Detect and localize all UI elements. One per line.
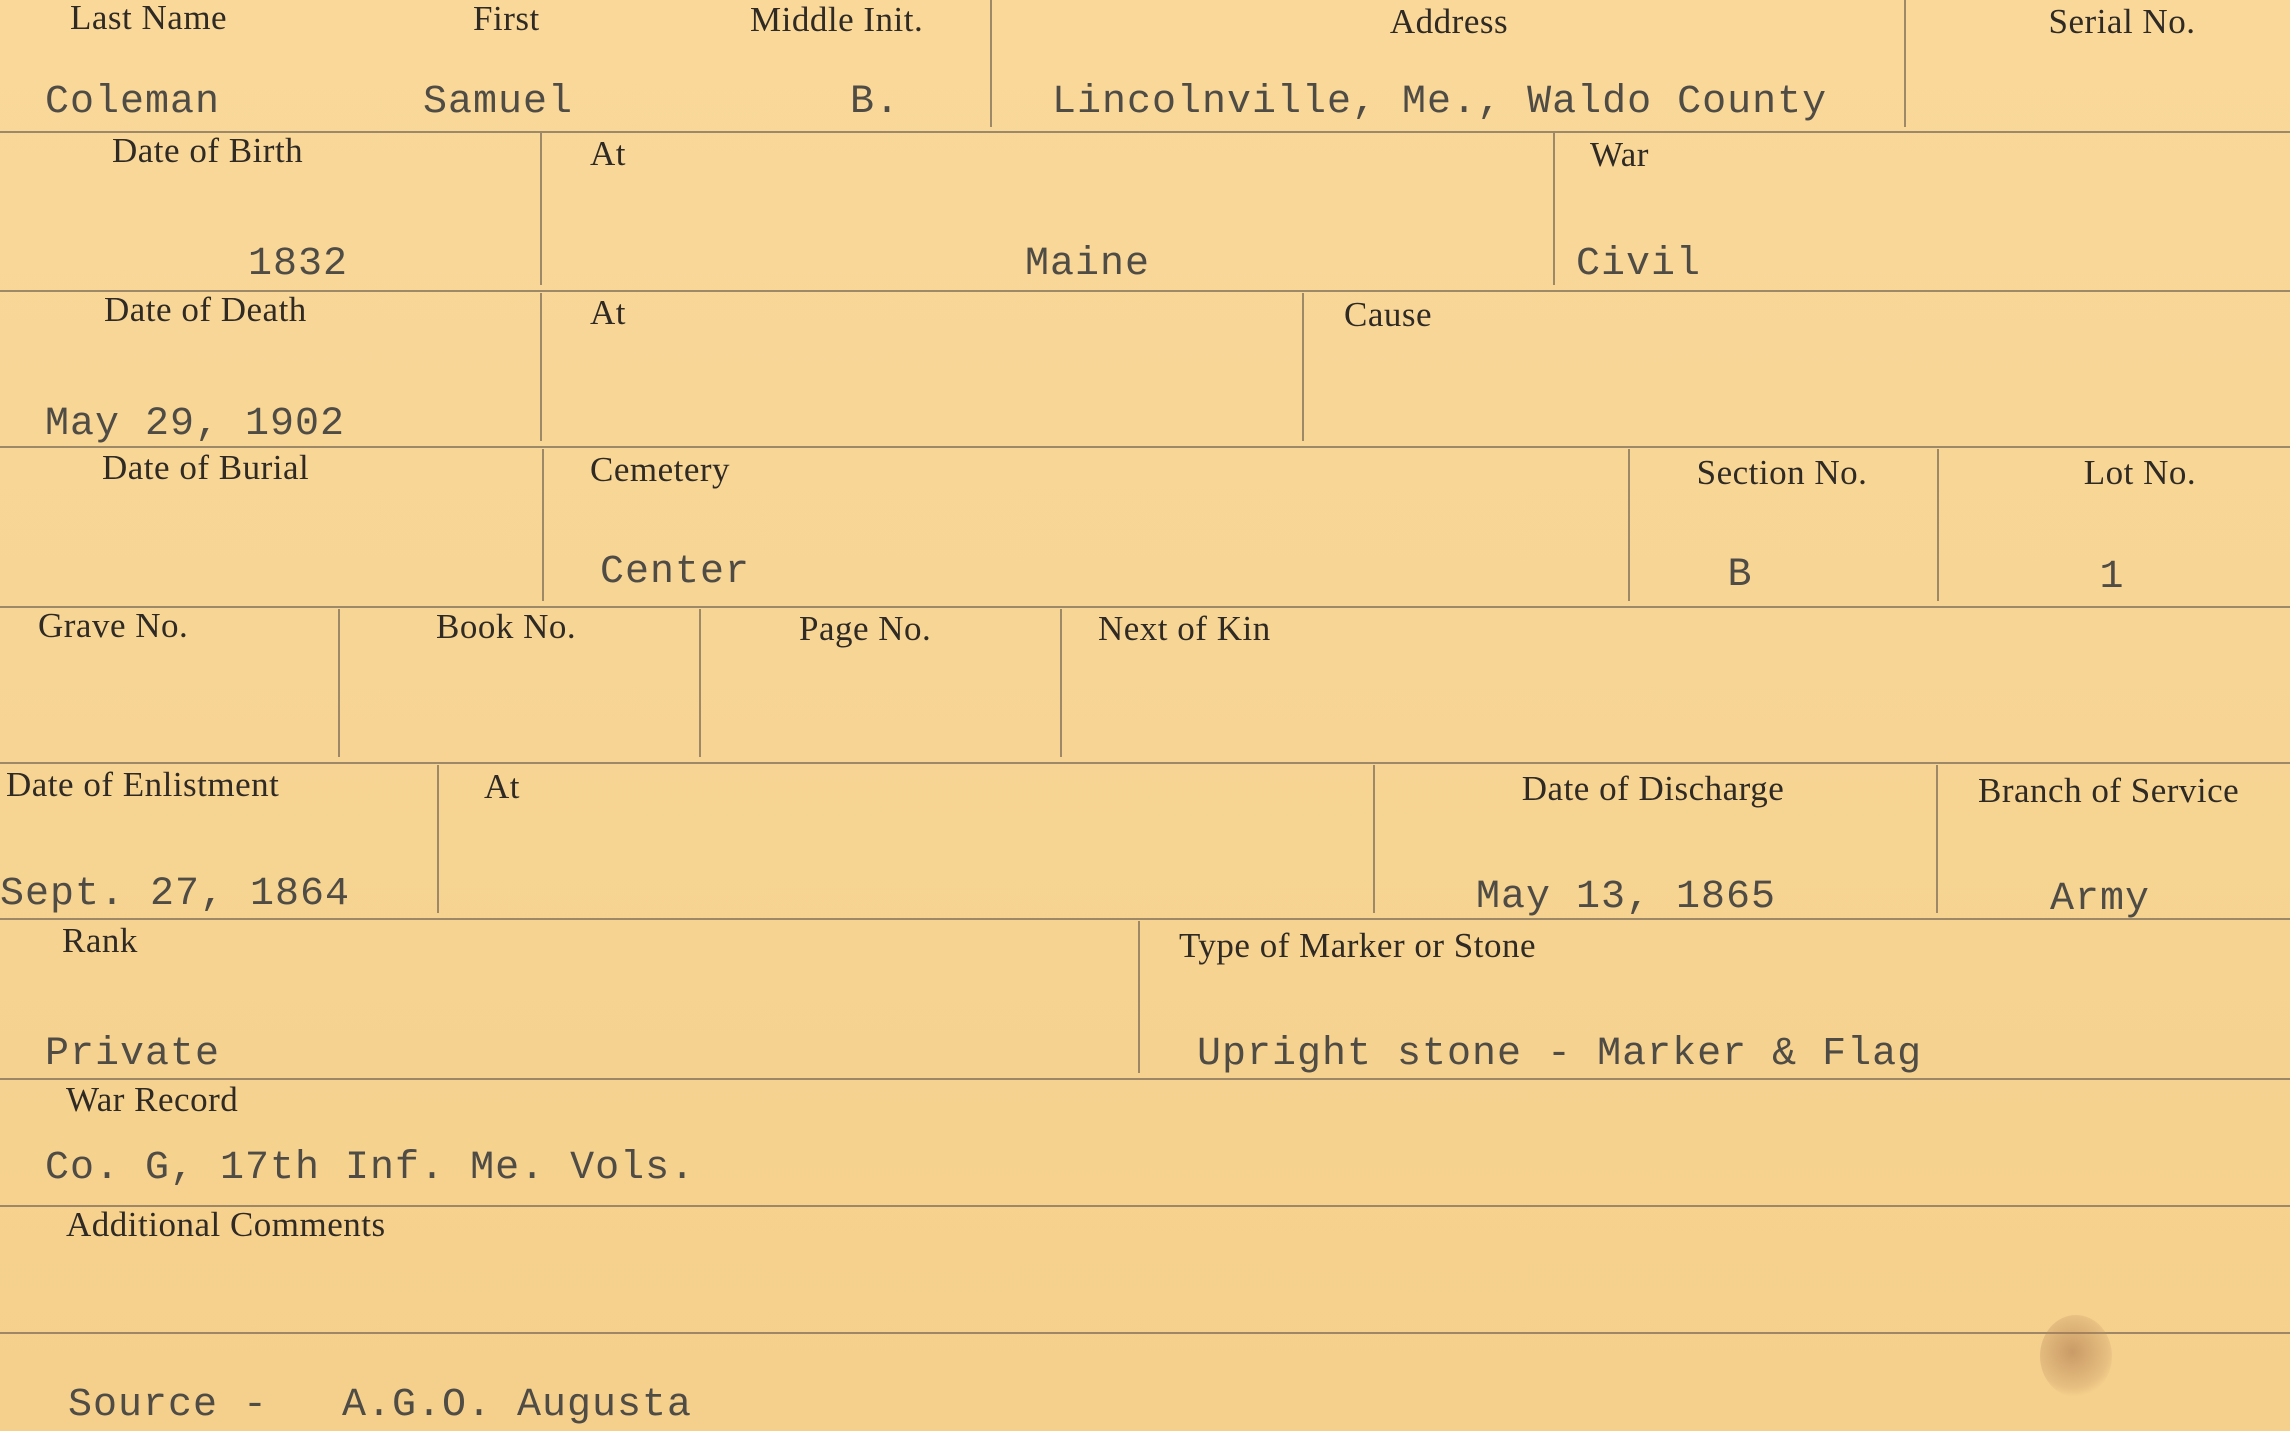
- column-divider: [1060, 609, 1062, 757]
- stain-mark: [2040, 1315, 2112, 1397]
- column-divider: [1553, 133, 1555, 285]
- additional-comments-label: Additional Comments: [66, 1205, 386, 1244]
- column-divider: [990, 0, 992, 127]
- column-divider: [699, 609, 701, 757]
- page-no-label: Page No.: [799, 609, 932, 648]
- column-divider: [1373, 765, 1375, 913]
- war-value: Civil: [1576, 242, 1702, 287]
- row-divider: [0, 762, 2290, 764]
- rank-label: Rank: [62, 921, 138, 960]
- date-of-discharge-label: Date of Discharge: [1521, 769, 1785, 808]
- branch-of-service-value: Army: [2049, 877, 2151, 922]
- row-divider: [0, 1078, 2290, 1080]
- marker-type-value: Upright stone - Marker & Flag: [1197, 1032, 1923, 1077]
- source-label: Source -: [68, 1383, 269, 1428]
- war-label: War: [1590, 135, 1649, 174]
- date-of-enlistment-value: Sept. 27, 1864: [0, 872, 351, 917]
- birthplace-at-label: At: [590, 134, 626, 173]
- war-record-value: Co. G, 17th Inf. Me. Vols.: [45, 1146, 696, 1191]
- section-no-label: Section No.: [1696, 453, 1868, 492]
- row-divider: [0, 606, 2290, 608]
- column-divider: [1937, 449, 1939, 601]
- column-divider: [1628, 449, 1630, 601]
- column-divider: [338, 609, 340, 757]
- row-divider: [0, 290, 2290, 292]
- date-of-discharge-value: May 13, 1865: [1475, 875, 1777, 920]
- first-name-value: Samuel: [423, 80, 574, 125]
- last-name-value: Coleman: [45, 80, 221, 125]
- serial-no-label: Serial No.: [2048, 2, 2196, 41]
- war-record-label: War Record: [66, 1080, 239, 1119]
- address-value: Lincolnville, Me., Waldo County: [1052, 80, 1828, 125]
- column-divider: [1904, 0, 1906, 127]
- date-of-enlistment-label: Date of Enlistment: [6, 765, 280, 804]
- column-divider: [1936, 765, 1938, 913]
- date-of-death-value: May 29, 1902: [45, 402, 346, 447]
- date-of-death-label: Date of Death: [104, 290, 307, 329]
- death-place-at-label: At: [590, 293, 626, 332]
- column-divider: [1302, 293, 1304, 441]
- cemetery-value: Center: [600, 550, 751, 595]
- cemetery-label: Cemetery: [590, 450, 731, 489]
- row-divider: [0, 1332, 2290, 1334]
- column-divider: [1138, 921, 1140, 1073]
- birthplace-value: Maine: [1025, 242, 1151, 287]
- date-of-birth-label: Date of Birth: [112, 131, 304, 170]
- column-divider: [542, 449, 544, 601]
- row-divider: [0, 918, 2290, 920]
- marker-type-label: Type of Marker or Stone: [1179, 926, 1537, 965]
- source-value: A.G.O. Augusta: [342, 1383, 693, 1428]
- column-divider: [540, 133, 542, 285]
- row-divider: [0, 131, 2290, 133]
- grave-no-label: Grave No.: [38, 606, 189, 645]
- date-of-burial-label: Date of Burial: [102, 448, 310, 487]
- lot-no-label: Lot No.: [2083, 453, 2197, 492]
- enlistment-place-at-label: At: [484, 767, 520, 806]
- last-name-label: Last Name: [70, 0, 228, 37]
- column-divider: [540, 293, 542, 441]
- middle-initial-value: B.: [850, 80, 901, 125]
- rank-value: Private: [45, 1032, 221, 1077]
- branch-of-service-label: Branch of Service: [1978, 771, 2240, 810]
- first-name-label: First: [473, 0, 540, 38]
- middle-initial-label: Middle Init.: [750, 0, 924, 39]
- next-of-kin-label: Next of Kin: [1098, 609, 1271, 648]
- section-no-value: B: [1727, 553, 1753, 598]
- book-no-label: Book No.: [436, 607, 577, 646]
- address-label: Address: [1389, 2, 1509, 41]
- column-divider: [437, 765, 439, 913]
- lot-no-value: 1: [2099, 555, 2125, 600]
- cause-label: Cause: [1344, 295, 1433, 334]
- date-of-birth-value: 1832: [248, 242, 349, 287]
